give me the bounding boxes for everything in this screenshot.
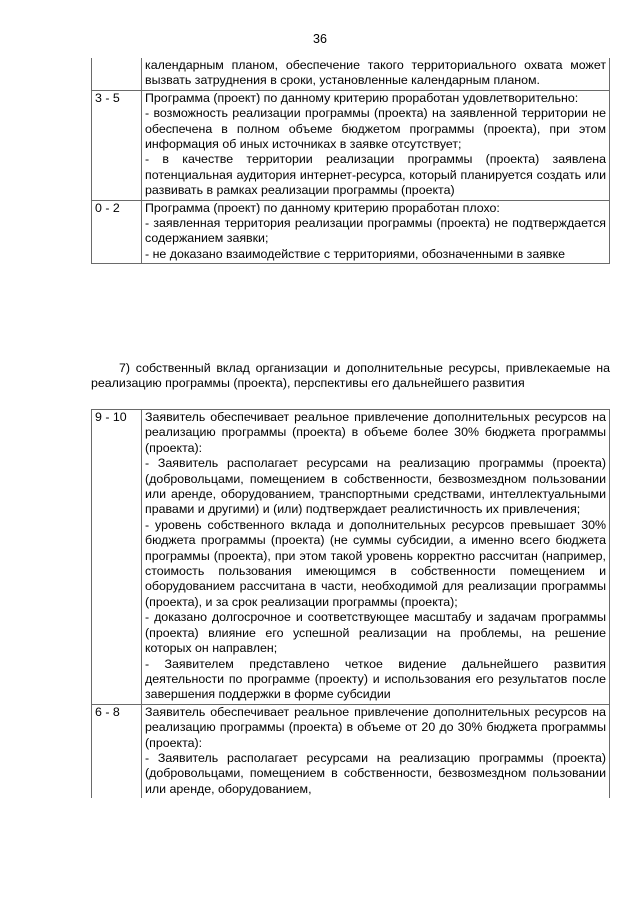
score-cell: 9 - 10 [92,410,142,705]
table-row [92,704,610,798]
score-cell: 3 - 5 [92,90,142,200]
description-paragraph: Программа (проект) по данному критерию проработан плохо: [145,200,500,215]
description-paragraph: календарным планом, обеспечение такого территориального охвата может вызвать затруднения в сроки, установленные календарным планом. [145,58,606,88]
table-row [92,200,610,264]
description-paragraph: - доказано долгосрочное и соответствующее масштабу и задачам программы (проекта) влияние его успешной реализации на проблемы, на решение которых он направлен; [145,610,606,656]
description-cell [142,410,610,705]
description-paragraph: - Заявитель располагает ресурсами на реализацию программы (проекта) (добровольцами, помещением в собственности, безвозмездном пользовании или аренде, оборудованием, транспортными средствами, интеллектуальными правами и другими) и (или) подтверждает реалистичность их привлечения; [145,456,606,517]
table-row [92,58,610,90]
description-paragraph: - в качестве территории реализации программы (проекта) заявлена потенциальная аудитория интернет-ресурса, который планируется создать или развивать в рамках реализации программы (проекта) [145,152,606,198]
description-paragraph: Заявитель обеспечивает реальное привлечение дополнительных ресурсов на реализацию программы (проекта) в объеме от 20 до 30% бюджета программы (проекта): [145,704,606,750]
description-paragraph: - заявленная территория реализации программы (проекта) не подтверждается содержанием заявки; [145,216,606,246]
description-paragraph: - не доказано взаимодействие с территориями, обозначенными в заявке [145,246,565,261]
description-paragraph: - уровень собственного вклада и дополнительных ресурсов превышает 30% бюджета программы (проекта) (не суммы субсидии, а именно всего бюджета программы (проекта), при этом такой уровень корректно рассчитан (например, стоимость пользования имеющимся в собственности помещением и оборудованием рассчитана в части, необходимой для реализации программы (проекта), и за срок реализации программы (проекта); [145,517,606,609]
description-cell [142,58,610,90]
description-cell [142,704,610,798]
description-cell [142,90,610,200]
description-paragraph: - Заявителем представлено четкое видение дальнейшего развития деятельности по программе (проекту) и использования его результатов после завершения поддержки в форме субсидии [145,656,606,702]
description-paragraph: Заявитель обеспечивает реальное привлечение дополнительных ресурсов на реализацию программы (проекта) в объеме более 30% бюджета программы (проекта): [145,410,606,455]
table-row [92,90,610,200]
criteria-table-resources [91,409,610,798]
page-number: 36 [313,32,327,46]
section-heading: 7) собственный вклад организации и дополнительные ресурсы, привлекаемые на реализацию программы (проекта), перспективы его дальнейшего развития [91,361,610,391]
description-paragraph: - Заявитель располагает ресурсами на реализацию программы (проекта) (добровольцами, помещением в собственности, безвозмездном пользовании или аренде, оборудованием, [145,750,606,796]
score-cell: 0 - 2 [92,200,142,264]
table-row [92,410,610,705]
score-cell: 6 - 8 [92,704,142,798]
description-cell [142,200,610,264]
description-paragraph: Программа (проект) по данному критерию проработан удовлетворительно: [145,90,579,105]
score-cell [92,58,142,90]
criteria-table-territory [91,58,610,264]
description-paragraph: - возможность реализации программы (проекта) на заявленной территории не обеспечена в полном объеме бюджетом программы (проекта), при этом информация об иных источниках в заявке отсутствует; [145,106,606,152]
